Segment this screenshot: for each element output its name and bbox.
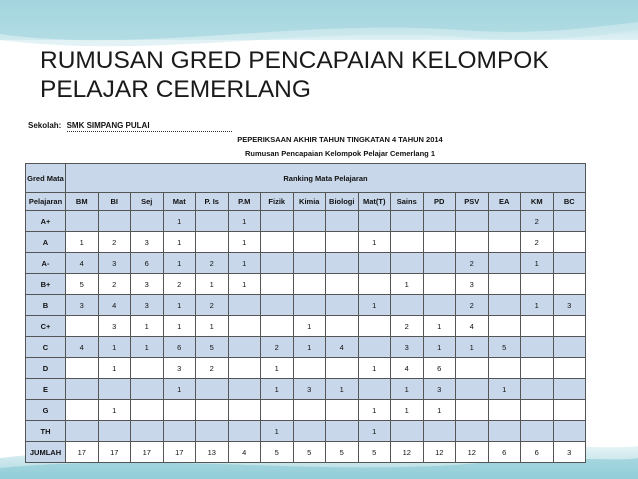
table-cell: 1 bbox=[228, 211, 261, 232]
table-cell: 5 bbox=[196, 337, 229, 358]
school-name: SMK SIMPANG PULAI bbox=[67, 121, 232, 132]
table-cell: 1 bbox=[196, 274, 229, 295]
table-cell: 1 bbox=[131, 337, 164, 358]
table-cell bbox=[261, 274, 294, 295]
table-cell bbox=[261, 400, 294, 421]
subject-header: Mat(T) bbox=[358, 193, 391, 211]
grade-label: E bbox=[26, 379, 66, 400]
table-cell: 2 bbox=[163, 274, 196, 295]
table-cell: 1 bbox=[326, 379, 359, 400]
table-cell: 5 bbox=[261, 442, 294, 463]
grade-label: G bbox=[26, 400, 66, 421]
grade-label: D bbox=[26, 358, 66, 379]
table-cell bbox=[196, 379, 229, 400]
grade-label: B bbox=[26, 295, 66, 316]
subject-header: BI bbox=[98, 193, 131, 211]
grade-label: B+ bbox=[26, 274, 66, 295]
table-cell bbox=[131, 400, 164, 421]
table-cell bbox=[521, 379, 554, 400]
table-cell: 4 bbox=[66, 253, 99, 274]
table-row bbox=[26, 400, 586, 421]
table-cell: 3 bbox=[131, 274, 164, 295]
subject-header: Fizik bbox=[261, 193, 294, 211]
table-cell bbox=[488, 316, 521, 337]
table-cell: 1 bbox=[98, 337, 131, 358]
table-cell bbox=[131, 358, 164, 379]
table-cell: 3 bbox=[553, 442, 586, 463]
table-cell bbox=[456, 379, 489, 400]
table-cell: 1 bbox=[163, 232, 196, 253]
table-cell: 1 bbox=[228, 253, 261, 274]
table-cell: 1 bbox=[488, 379, 521, 400]
table-cell: 6 bbox=[423, 358, 456, 379]
table-cell bbox=[66, 211, 99, 232]
grade-label: TH bbox=[26, 421, 66, 442]
table-cell bbox=[293, 253, 326, 274]
table-cell bbox=[358, 274, 391, 295]
table-cell: 1 bbox=[261, 358, 294, 379]
table-cell: 1 bbox=[391, 274, 424, 295]
table-row bbox=[26, 358, 586, 379]
table-cell bbox=[293, 232, 326, 253]
table-cell: 4 bbox=[228, 442, 261, 463]
table-cell: 17 bbox=[131, 442, 164, 463]
table-cell bbox=[228, 379, 261, 400]
table-cell bbox=[66, 400, 99, 421]
grade-label: A+ bbox=[26, 211, 66, 232]
table-cell bbox=[456, 400, 489, 421]
table-row bbox=[26, 253, 586, 274]
table-cell: 1 bbox=[521, 295, 554, 316]
table-cell bbox=[228, 358, 261, 379]
table-cell: 3 bbox=[131, 232, 164, 253]
table-cell bbox=[423, 274, 456, 295]
table-cell: 2 bbox=[456, 295, 489, 316]
table-cell bbox=[293, 358, 326, 379]
table-cell bbox=[326, 421, 359, 442]
table-cell: 1 bbox=[293, 337, 326, 358]
table-cell bbox=[358, 337, 391, 358]
table-cell bbox=[293, 421, 326, 442]
table-cell: 1 bbox=[163, 295, 196, 316]
table-cell: 2 bbox=[521, 232, 554, 253]
table-cell bbox=[423, 295, 456, 316]
grade-label: C bbox=[26, 337, 66, 358]
table-cell bbox=[553, 337, 586, 358]
table-cell bbox=[196, 211, 229, 232]
table-cell: 1 bbox=[358, 358, 391, 379]
table-cell: 3 bbox=[98, 253, 131, 274]
table-cell: 4 bbox=[66, 337, 99, 358]
table-row bbox=[26, 337, 586, 358]
subject-header: EA bbox=[488, 193, 521, 211]
table-cell bbox=[66, 379, 99, 400]
table-cell bbox=[488, 295, 521, 316]
table-cell bbox=[326, 358, 359, 379]
table-cell: 1 bbox=[423, 316, 456, 337]
table-cell: 1 bbox=[131, 316, 164, 337]
table-row bbox=[26, 232, 586, 253]
table-row bbox=[26, 316, 586, 337]
table-cell bbox=[261, 253, 294, 274]
ranking-header: Ranking Mata Pelajaran bbox=[66, 164, 586, 193]
table-cell: 1 bbox=[261, 421, 294, 442]
table-cell: 1 bbox=[391, 379, 424, 400]
table-cell: 1 bbox=[358, 400, 391, 421]
table-cell bbox=[553, 379, 586, 400]
school-label: Sekolah: bbox=[28, 121, 62, 130]
table-cell: 1 bbox=[423, 337, 456, 358]
table-cell: 17 bbox=[98, 442, 131, 463]
table-cell bbox=[456, 232, 489, 253]
table-cell: 1 bbox=[228, 232, 261, 253]
table-cell: 2 bbox=[521, 211, 554, 232]
exam-title: PEPERIKSAAN AKHIR TAHUN TINGKATAN 4 TAHUN 2014 bbox=[237, 135, 443, 144]
table-cell: 6 bbox=[163, 337, 196, 358]
table-cell: 4 bbox=[98, 295, 131, 316]
grade-label: JUMLAH bbox=[26, 442, 66, 463]
table-cell bbox=[293, 400, 326, 421]
subject-header: Sains bbox=[391, 193, 424, 211]
table-cell bbox=[261, 295, 294, 316]
table-cell bbox=[228, 400, 261, 421]
subject-header: Biologi bbox=[326, 193, 359, 211]
table-cell bbox=[423, 253, 456, 274]
table-cell bbox=[391, 295, 424, 316]
table-cell: 1 bbox=[163, 316, 196, 337]
table-cell bbox=[391, 211, 424, 232]
table-cell: 2 bbox=[98, 274, 131, 295]
table-cell bbox=[326, 211, 359, 232]
summary-title: Rumusan Pencapaian Kelompok Pelajar Cemerlang 1 bbox=[244, 149, 436, 158]
table-cell: 17 bbox=[163, 442, 196, 463]
table-cell: 2 bbox=[98, 232, 131, 253]
table-cell bbox=[521, 337, 554, 358]
table-cell bbox=[326, 274, 359, 295]
grade-summary-table bbox=[25, 163, 586, 463]
slide-title-line-2: PELAJAR CEMERLANG bbox=[40, 76, 311, 103]
table-cell bbox=[553, 358, 586, 379]
table-cell bbox=[553, 400, 586, 421]
table-cell bbox=[553, 211, 586, 232]
table-cell bbox=[423, 421, 456, 442]
table-cell bbox=[326, 295, 359, 316]
table-cell bbox=[66, 316, 99, 337]
table-cell: 3 bbox=[66, 295, 99, 316]
table-cell: 1 bbox=[293, 316, 326, 337]
table-cell: 1 bbox=[98, 358, 131, 379]
table-cell bbox=[261, 316, 294, 337]
table-cell: 6 bbox=[521, 442, 554, 463]
table-cell: 2 bbox=[261, 337, 294, 358]
table-cell: 3 bbox=[98, 316, 131, 337]
table-cell bbox=[196, 400, 229, 421]
table-cell bbox=[66, 421, 99, 442]
table-cell: 4 bbox=[391, 358, 424, 379]
table-cell bbox=[228, 421, 261, 442]
subject-header: BM bbox=[66, 193, 99, 211]
table-cell bbox=[131, 421, 164, 442]
table-cell: 17 bbox=[66, 442, 99, 463]
table-cell: 6 bbox=[488, 442, 521, 463]
table-cell bbox=[228, 316, 261, 337]
table-cell: 4 bbox=[326, 337, 359, 358]
table-cell bbox=[196, 232, 229, 253]
grade-label: C+ bbox=[26, 316, 66, 337]
table-cell: 1 bbox=[228, 274, 261, 295]
subject-header: Sej bbox=[131, 193, 164, 211]
table-cell bbox=[293, 274, 326, 295]
table-cell bbox=[326, 253, 359, 274]
pelajaran-header: Pelajaran bbox=[26, 193, 66, 211]
table-row bbox=[26, 442, 586, 463]
table-cell bbox=[488, 253, 521, 274]
table-cell bbox=[488, 358, 521, 379]
table-cell: 1 bbox=[358, 421, 391, 442]
table-cell bbox=[163, 421, 196, 442]
table-cell bbox=[423, 211, 456, 232]
table-cell bbox=[423, 232, 456, 253]
table-cell: 1 bbox=[423, 400, 456, 421]
table-cell: 1 bbox=[456, 337, 489, 358]
table-cell bbox=[358, 316, 391, 337]
table-cell: 1 bbox=[391, 400, 424, 421]
table-cell: 1 bbox=[358, 232, 391, 253]
table-cell: 1 bbox=[261, 379, 294, 400]
table-cell bbox=[66, 358, 99, 379]
table-cell bbox=[391, 253, 424, 274]
table-cell: 2 bbox=[391, 316, 424, 337]
table-cell bbox=[228, 295, 261, 316]
table-cell bbox=[456, 211, 489, 232]
table-cell: 12 bbox=[423, 442, 456, 463]
grade-label: A- bbox=[26, 253, 66, 274]
table-cell bbox=[358, 379, 391, 400]
table-cell: 2 bbox=[456, 253, 489, 274]
table-cell: 1 bbox=[163, 253, 196, 274]
table-cell: 12 bbox=[456, 442, 489, 463]
table-row bbox=[26, 295, 586, 316]
table-cell bbox=[553, 421, 586, 442]
table-cell: 3 bbox=[456, 274, 489, 295]
gred-mata-header: Gred Mata bbox=[26, 164, 66, 193]
table-cell bbox=[98, 211, 131, 232]
table-cell: 1 bbox=[358, 295, 391, 316]
subject-header: P.M bbox=[228, 193, 261, 211]
slide-title-line-1: RUMUSAN GRED PENCAPAIAN KELOMPOK bbox=[40, 47, 549, 74]
table-cell bbox=[521, 421, 554, 442]
table-cell bbox=[131, 211, 164, 232]
table-cell: 3 bbox=[553, 295, 586, 316]
school-line bbox=[28, 121, 232, 132]
table-cell: 1 bbox=[521, 253, 554, 274]
slide-title bbox=[40, 46, 600, 104]
table-cell: 1 bbox=[163, 211, 196, 232]
subject-header: Kimia bbox=[293, 193, 326, 211]
table-cell bbox=[553, 316, 586, 337]
table-cell: 2 bbox=[196, 358, 229, 379]
table-cell: 1 bbox=[66, 232, 99, 253]
table-cell bbox=[391, 232, 424, 253]
table-cell bbox=[488, 421, 521, 442]
table-cell bbox=[326, 316, 359, 337]
table-cell bbox=[163, 400, 196, 421]
table-cell bbox=[521, 316, 554, 337]
grade-label: A bbox=[26, 232, 66, 253]
subject-header: Mat bbox=[163, 193, 196, 211]
table-cell: 5 bbox=[66, 274, 99, 295]
table-cell: 3 bbox=[163, 358, 196, 379]
table-cell: 5 bbox=[488, 337, 521, 358]
table-cell bbox=[98, 379, 131, 400]
table-row bbox=[26, 274, 586, 295]
table-cell bbox=[196, 421, 229, 442]
table-cell: 5 bbox=[358, 442, 391, 463]
table-cell: 2 bbox=[196, 295, 229, 316]
table-cell bbox=[488, 232, 521, 253]
table-cell: 1 bbox=[98, 400, 131, 421]
table-cell bbox=[553, 274, 586, 295]
table-header-row-2 bbox=[26, 193, 586, 211]
table-cell bbox=[98, 421, 131, 442]
subject-header: PSV bbox=[456, 193, 489, 211]
table-cell bbox=[293, 295, 326, 316]
table-cell: 5 bbox=[293, 442, 326, 463]
table-header-row-1 bbox=[26, 164, 586, 193]
table-cell bbox=[488, 211, 521, 232]
table-cell: 1 bbox=[163, 379, 196, 400]
table-cell bbox=[488, 274, 521, 295]
table-cell: 13 bbox=[196, 442, 229, 463]
table-cell bbox=[326, 232, 359, 253]
table-cell: 1 bbox=[196, 316, 229, 337]
table-cell bbox=[358, 253, 391, 274]
table-row bbox=[26, 211, 586, 232]
table-cell bbox=[326, 400, 359, 421]
table-row bbox=[26, 421, 586, 442]
table-cell bbox=[456, 358, 489, 379]
table-cell bbox=[358, 211, 391, 232]
table-row bbox=[26, 379, 586, 400]
table-cell: 2 bbox=[196, 253, 229, 274]
table-cell bbox=[131, 379, 164, 400]
table-cell bbox=[228, 337, 261, 358]
table-cell: 3 bbox=[391, 337, 424, 358]
table-cell: 12 bbox=[391, 442, 424, 463]
subject-header: BC bbox=[553, 193, 586, 211]
table-cell bbox=[521, 358, 554, 379]
table-cell: 5 bbox=[326, 442, 359, 463]
table-cell: 4 bbox=[456, 316, 489, 337]
table-cell bbox=[521, 400, 554, 421]
table-cell bbox=[391, 421, 424, 442]
table-cell bbox=[521, 274, 554, 295]
subject-header: PD bbox=[423, 193, 456, 211]
subject-header: KM bbox=[521, 193, 554, 211]
table-cell: 3 bbox=[423, 379, 456, 400]
table-cell: 6 bbox=[131, 253, 164, 274]
table-cell bbox=[553, 253, 586, 274]
table-cell bbox=[488, 400, 521, 421]
table-cell bbox=[456, 421, 489, 442]
table-cell: 3 bbox=[131, 295, 164, 316]
table-cell bbox=[261, 232, 294, 253]
subject-header: P. Is bbox=[196, 193, 229, 211]
table-cell bbox=[293, 211, 326, 232]
table-cell: 3 bbox=[293, 379, 326, 400]
table-cell bbox=[553, 232, 586, 253]
table-cell bbox=[261, 211, 294, 232]
